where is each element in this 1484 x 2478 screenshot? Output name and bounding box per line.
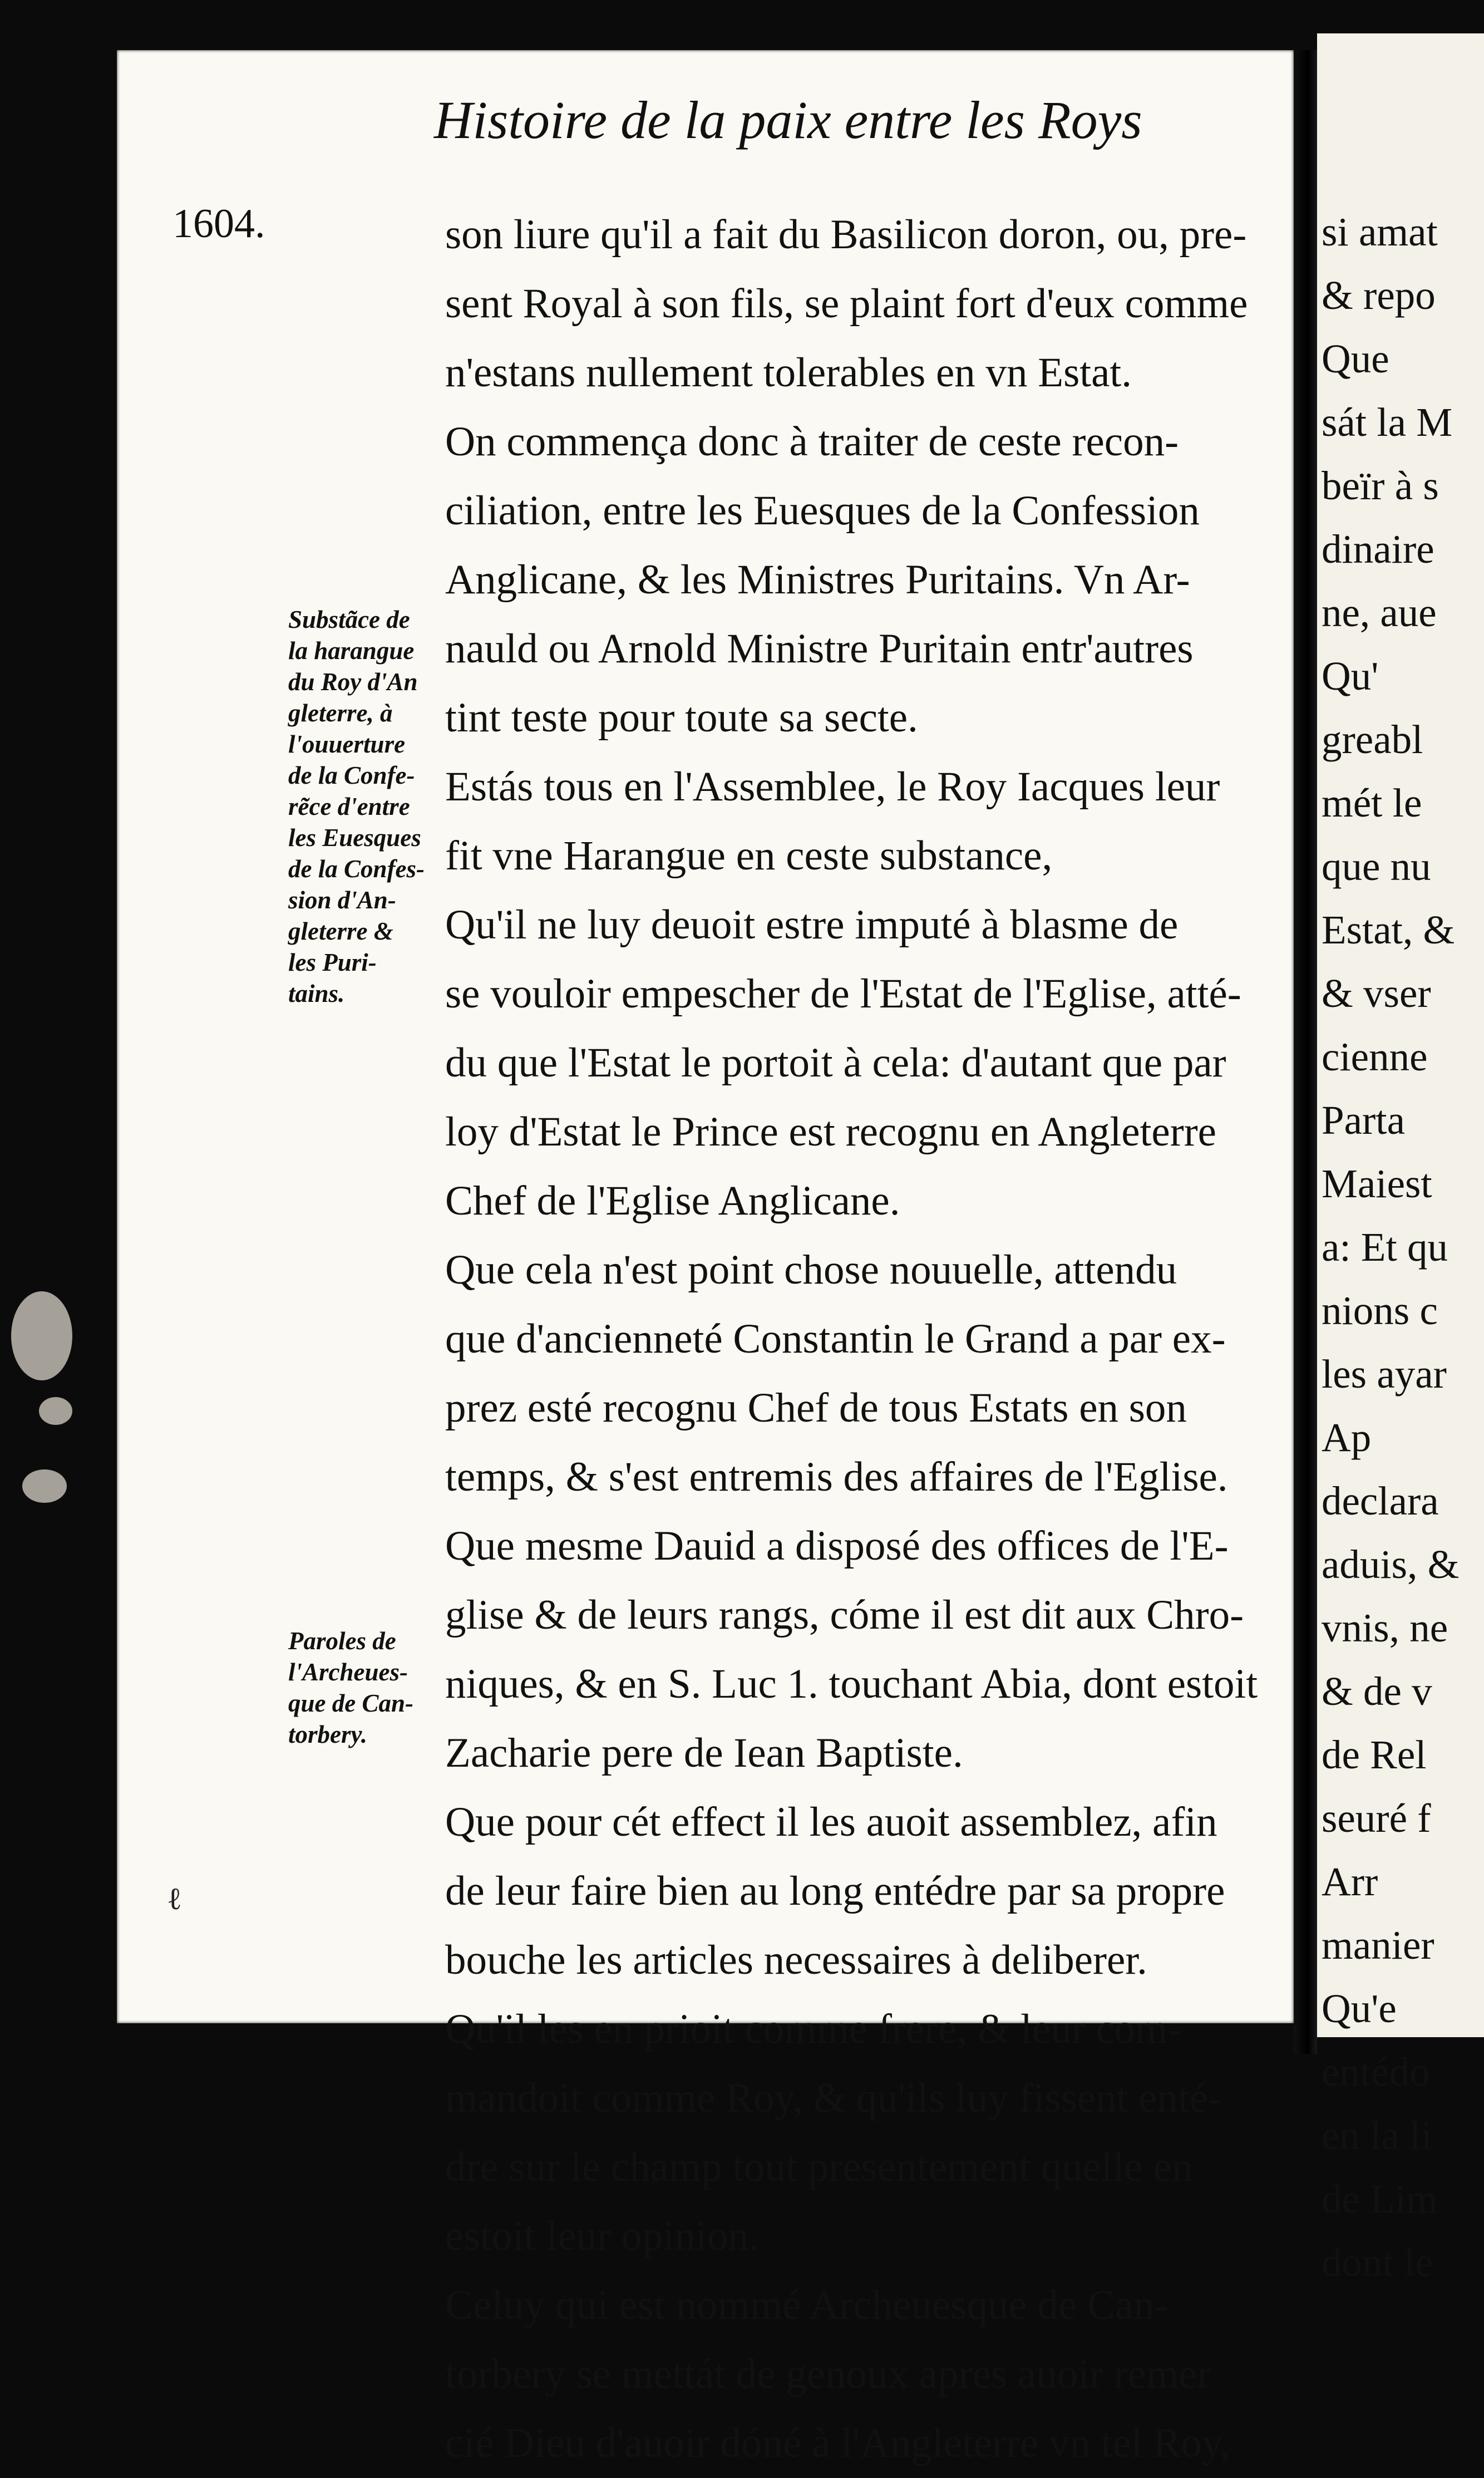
right-page-line: ne, aue [1322,590,1437,635]
right-page-line: declara [1322,1478,1439,1523]
right-page-line: dinaire [1322,527,1434,572]
right-page-line: dont le [1322,2240,1433,2285]
right-page-line: greabl [1322,717,1423,762]
body-text [445,200,1280,2478]
paper-speckle [39,1397,72,1425]
text-line: Zacharie pere de Iean Baptiste. [445,1730,963,1776]
right-page-line: & vser [1322,971,1431,1016]
text-line: glise & de leurs rangs, cóme il est dit aux Chro- [445,1592,1244,1638]
right-page-text [1322,200,1459,2294]
right-page-line: que nu [1322,844,1431,889]
book-gutter [1294,50,1317,2054]
text-line: Que cela n'est point chose nouuelle, attendu [445,1247,1177,1293]
text-line: niques, & en S. Luc 1. touchant Abia, dont estoit [445,1661,1258,1707]
text-line: dre sur le champ tout presentement quelle en [445,2144,1193,2190]
right-page-line: sát la M [1322,400,1453,445]
right-page-line: si amat [1322,209,1438,254]
text-line: bouche les articles necessaires à deliberer. [445,1937,1147,1983]
right-page-line: de Rel [1322,1732,1427,1777]
text-line: fit vne Harangue en ceste substance, [445,833,1053,879]
right-page-line: mét le [1322,780,1422,825]
margin-note-line: que de Can- [288,1689,413,1717]
right-page-line: cienne [1322,1034,1428,1079]
right-page-line: Qu'e [1322,1986,1397,2031]
margin-note-line: sion d'An- [288,886,396,914]
text-line: ciliation, entre les Euesques de la Confession [445,488,1200,534]
year-marginal: 1604. [172,201,265,247]
text-line: tint teste pour toute sa secte. [445,695,918,741]
right-page-line: Maiest [1322,1161,1432,1206]
text-line: que d'ancienneté Constantin le Grand a par ex- [445,1316,1226,1362]
text-line: n'estans nullement tolerables en vn Estat. [445,350,1132,396]
right-page-line: Qu' [1322,653,1379,699]
right-page-line: aduis, & [1322,1542,1460,1587]
margin-note-line: de la Confe- [288,761,415,789]
text-line: Celuy qui est nommé Archeuesque de Can- [445,2282,1169,2328]
text-line: se vouloir empescher de l'Estat de l'Eglise, atté- [445,971,1241,1017]
right-page-line: a: Et qu [1322,1225,1448,1270]
right-page-line: manier [1322,1923,1434,1968]
right-page-line: beïr à s [1322,463,1439,508]
margin-note-line: tains. [288,980,345,1007]
right-page-line: Arr [1322,1859,1378,1904]
text-line: On commença donc à traiter de ceste recon- [445,419,1179,465]
text-line: de leur faire bien au long entédre par sa propre [445,1868,1225,1914]
right-page-line: de Lim [1322,2176,1438,2221]
right-page-line: entédo [1322,2049,1430,2094]
margin-note-line: Paroles de [288,1627,396,1655]
text-line: estoit leur opinion. [445,2213,760,2259]
text-line: torbery se mettát de genoux apres auoir remer [445,2351,1211,2397]
text-line: Anglicane, & les Ministres Puritains. Vn Ar- [445,557,1190,603]
margin-note-line: les Puri- [288,948,377,976]
text-line: cié Dieu d'auoir dóné à l'Angleterre vn tel Roy, [445,2420,1231,2466]
text-line: Que pour cét effect il les auoit assemblez, afin [445,1799,1217,1845]
text-line: prez esté recognu Chef de tous Estats en son [445,1385,1187,1431]
text-line: Estás tous en l'Assemblee, le Roy Iacques leur [445,764,1220,810]
right-page [1317,33,1484,2285]
paper-speckle [22,1469,67,1503]
right-page-line: Que [1322,336,1389,381]
margin-note-substance [288,604,450,1009]
right-page-line: en la li [1322,2113,1432,2158]
right-page-line: seuré f [1322,1796,1431,1841]
paper-speckle [11,1291,72,1380]
running-head: Histoire de la paix entre les Roys [434,90,1142,150]
margin-note-line: du Roy d'An [288,668,418,696]
text-line: du que l'Estat le portoit à cela: d'autant que par [445,1040,1226,1086]
text-line: sent Royal à son fils, se plaint fort d'eux comme [445,281,1248,327]
text-line: Que mesme Dauid a disposé des offices de l'E- [445,1523,1229,1569]
right-page-line: Parta [1322,1098,1405,1143]
right-page-line: vnis, ne [1322,1605,1448,1650]
text-line: loy d'Estat le Prince est recognu en Angleterre [445,1109,1216,1155]
text-line: Chef de l'Eglise Anglicane. [445,1178,900,1224]
margin-note-line: l'Archeues- [288,1658,408,1686]
right-page-line: nions c [1322,1288,1438,1333]
right-page-line: & repo [1322,273,1436,318]
margin-note-line: torbery. [288,1720,368,1748]
right-page-line: & de v [1322,1669,1432,1714]
margin-note-line: la harangue [288,637,415,665]
margin-note-line: gleterre & [288,917,393,945]
margin-note-line: rẽce d'entre [288,793,410,820]
text-line: mandoit comme Roy, & qu'ils luy fissent enté- [445,2075,1222,2121]
text-line: son liure qu'il a fait du Basilicon doron, ou, pre- [445,212,1247,258]
margin-note-archbishop [288,1625,450,1750]
folio-mark: ℓ [167,1882,182,1916]
margin-note-line: les Euesques [288,824,421,852]
margin-note-line: gleterre, à [288,699,393,727]
margin-note-line: Substãce de [288,606,410,633]
right-page-line: Ap [1322,1415,1372,1460]
right-page-line: Estat, & [1322,907,1455,952]
right-page-line: les ayar [1322,1351,1447,1397]
margin-note-line: l'ouuerture [288,730,406,758]
margin-note-line: de la Confes- [288,855,425,883]
text-line: nauld ou Arnold Ministre Puritain entr'autres [445,626,1194,672]
text-line: Qu'il ne luy deuoit estre imputé à blasme de [445,902,1179,948]
text-line: Qu'il les en prioit comme frere, & leur com- [445,2006,1182,2052]
text-line: temps, & s'est entremis des affaires de l'Eglise. [445,1454,1228,1500]
